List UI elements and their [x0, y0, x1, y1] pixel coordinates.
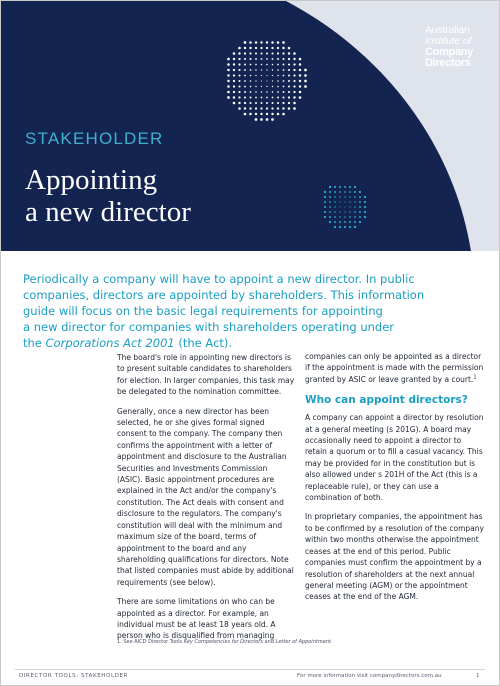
halftone-dot — [227, 63, 230, 66]
halftone-dot — [354, 191, 356, 193]
halftone-dot — [271, 47, 273, 49]
halftone-dot — [344, 186, 346, 188]
halftone-dot — [349, 221, 351, 223]
halftone-dot — [249, 102, 251, 104]
halftone-dot — [334, 201, 335, 202]
halftone-dot — [260, 52, 262, 54]
body-paragraph: The board's role in appointing new directors is to present suitable candidates to shareholders for election. In larger companies, this task may be delegated to the nomination committee. — [117, 353, 295, 397]
halftone-dot — [255, 58, 257, 60]
body-paragraph: Generally, once a new director has been selected, he or she gives formal signed consent to the company. The company then confirms the appointment with a letter of appointment and disclosure to the Australian Securities and Investments Commission (ASIC). Basic appointment procedures are explained in the Act and/or the company's constitution. The Act deals with consent and disclosure to the regulators. The company's constitution will deal with the minimum and maximum size of the board, terms of appointment to the board and any shareholding qualifications for directors. Note that listed companies must abide by additional requirements (see below). — [117, 406, 294, 587]
body-paragraph: There are some limitations on who can be appointed as a director. For example, an individual must be at least 18 years old. A person who is disqualified from managing — [117, 597, 276, 641]
halftone-dot — [271, 107, 273, 109]
halftone-dot — [299, 74, 301, 76]
halftone-dot — [349, 211, 350, 212]
halftone-dot — [334, 186, 336, 188]
halftone-dot — [244, 64, 246, 66]
halftone-dot — [344, 201, 345, 202]
halftone-dot — [293, 74, 295, 76]
halftone-dot — [244, 69, 246, 71]
halftone-dot — [272, 69, 273, 70]
halftone-dot — [227, 91, 230, 94]
halftone-dot — [364, 206, 366, 208]
halftone-dot — [266, 80, 267, 81]
title-line: Appointing — [25, 164, 158, 196]
halftone-dot — [244, 96, 246, 98]
halftone-dot — [334, 211, 336, 213]
halftone-dot — [277, 69, 279, 71]
halftone-dot — [299, 80, 301, 82]
halftone-dot — [282, 41, 285, 44]
halftone-dot — [288, 96, 290, 98]
halftone-dot — [260, 113, 262, 115]
halftone-dot — [250, 86, 252, 88]
halftone-dot — [277, 80, 279, 82]
halftone-dot — [334, 226, 336, 228]
halftone-dot — [304, 74, 307, 77]
body-column-right — [305, 351, 485, 611]
halftone-dot — [266, 41, 268, 43]
halftone-dot — [244, 91, 246, 93]
halftone-dot — [238, 85, 240, 87]
halftone-dot — [272, 80, 273, 81]
halftone-dot — [266, 97, 268, 99]
halftone-dot — [299, 58, 302, 61]
halftone-dot — [354, 221, 356, 223]
halftone-dot — [271, 41, 274, 44]
logo-line: Directors — [425, 57, 471, 69]
halftone-dot — [272, 86, 273, 87]
halftone-dot — [250, 91, 252, 93]
footnote-ref-title: Key Competencies for Directors — [183, 639, 263, 645]
halftone-dot — [271, 52, 273, 54]
halftone-dot — [344, 191, 346, 193]
halftone-dot — [260, 118, 263, 121]
halftone-dot — [324, 196, 326, 198]
halftone-dot — [255, 91, 257, 93]
halftone-dot — [238, 63, 240, 65]
halftone-dot — [227, 58, 230, 61]
halftone-dot — [233, 58, 235, 60]
halftone-dot — [244, 107, 246, 109]
header-banner — [1, 1, 499, 251]
halftone-dot — [293, 52, 296, 55]
halftone-dot — [299, 91, 302, 94]
halftone-dot — [288, 102, 290, 104]
halftone-dot — [359, 191, 361, 193]
halftone-dot — [364, 201, 366, 203]
halftone-dot — [344, 221, 346, 223]
halftone-dot — [349, 201, 350, 202]
halftone-dot — [345, 207, 346, 208]
halftone-dot — [238, 47, 241, 50]
halftone-dot — [244, 47, 246, 49]
footer-label: DIRECTOR TOOLS: STAKEHOLDER — [19, 673, 128, 679]
halftone-dot — [244, 86, 246, 88]
halftone-dot — [288, 86, 290, 88]
halftone-dot — [255, 52, 257, 54]
halftone-dot — [233, 96, 235, 98]
halftone-dot — [272, 58, 274, 60]
halftone-dot — [249, 107, 251, 109]
logo-line: Company — [425, 46, 474, 58]
halftone-dot — [266, 91, 268, 93]
halftone-dot — [244, 113, 247, 116]
halftone-dot — [244, 75, 246, 77]
halftone-dot — [238, 80, 240, 82]
halftone-dot — [283, 69, 285, 71]
halftone-dot — [288, 75, 290, 77]
halftone-dot — [266, 86, 267, 87]
halftone-dot — [283, 86, 285, 88]
halftone-dot — [364, 216, 366, 218]
halftone-dot — [272, 75, 273, 76]
halftone-dot — [255, 75, 256, 76]
halftone-dot — [271, 118, 274, 121]
halftone-dot — [255, 69, 256, 70]
halftone-dot — [227, 85, 230, 88]
halftone-dot — [266, 102, 268, 104]
halftone-dot — [293, 63, 295, 65]
dot-circle-small — [324, 186, 366, 228]
halftone-dot — [249, 113, 252, 116]
halftone-dot — [324, 206, 326, 208]
halftone-dot — [293, 85, 295, 87]
halftone-dot — [238, 74, 240, 76]
halftone-dot — [304, 80, 307, 83]
halftone-dot — [299, 69, 301, 71]
halftone-dot — [283, 91, 285, 93]
halftone-dot — [329, 211, 331, 213]
halftone-dot — [354, 186, 356, 188]
halftone-dot — [255, 107, 257, 109]
halftone-dot — [359, 216, 361, 218]
halftone-dot — [339, 201, 340, 202]
halftone-dot — [354, 226, 356, 228]
halftone-dot — [293, 102, 296, 105]
halftone-dot — [250, 69, 252, 71]
halftone-dot — [283, 64, 285, 66]
footnote-text: and — [262, 639, 276, 645]
halftone-dot — [334, 206, 335, 207]
halftone-dot — [329, 191, 331, 193]
halftone-dot — [282, 47, 284, 49]
halftone-dot — [288, 63, 290, 65]
halftone-dot — [329, 216, 331, 218]
halftone-dot — [354, 211, 356, 213]
halftone-dot — [244, 52, 246, 54]
halftone-dot — [329, 186, 331, 188]
halftone-dot — [260, 47, 262, 49]
halftone-dot — [299, 63, 302, 66]
halftone-dot — [255, 41, 258, 44]
halftone-dot — [272, 97, 274, 99]
halftone-dot — [238, 96, 240, 98]
halftone-dot — [249, 41, 252, 44]
halftone-dot — [250, 58, 252, 60]
halftone-dot — [261, 91, 263, 93]
halftone-dot — [277, 107, 279, 109]
halftone-dot — [244, 102, 246, 104]
aicd-logo — [425, 25, 473, 69]
halftone-dot — [283, 75, 285, 77]
halftone-dot — [329, 196, 331, 198]
halftone-dot — [344, 196, 345, 197]
halftone-dot — [238, 102, 240, 104]
halftone-dot — [255, 118, 258, 121]
halftone-dot — [233, 52, 236, 55]
halftone-dot — [266, 118, 269, 121]
halftone-dot — [354, 196, 356, 198]
act-name: Corporations Act 2001 — [45, 336, 175, 350]
halftone-dot — [344, 226, 346, 228]
footnote-text: . — [330, 639, 333, 645]
halftone-dot — [293, 80, 295, 82]
halftone-dot — [349, 206, 350, 207]
halftone-dot — [277, 86, 279, 88]
halftone-dot — [277, 58, 279, 60]
halftone-dot — [359, 201, 361, 203]
halftone-dot — [272, 64, 274, 66]
halftone-dot — [238, 107, 241, 110]
halftone-dot — [277, 75, 279, 77]
halftone-dot — [266, 107, 268, 109]
halftone-dot — [354, 206, 356, 208]
halftone-dot — [334, 216, 336, 218]
halftone-dot — [324, 201, 326, 203]
halftone-dot — [288, 80, 290, 82]
footnote-ref-title: Letter of Appointment — [275, 639, 331, 645]
halftone-dot — [282, 113, 285, 116]
halftone-dot — [255, 113, 257, 115]
halftone-dot — [349, 186, 351, 188]
halftone-dot — [227, 74, 229, 76]
intro-line: a new director for companies with shareholders operating under — [23, 320, 395, 334]
halftone-dot — [277, 47, 279, 49]
halftone-dot — [334, 196, 336, 198]
halftone-dot — [261, 80, 262, 81]
halftone-dot — [266, 75, 267, 76]
halftone-dot — [261, 64, 263, 66]
halftone-dot — [282, 96, 284, 98]
halftone-dot — [249, 47, 251, 49]
halftone-dot — [282, 107, 284, 109]
halftone-dot — [344, 211, 345, 212]
halftone-dot — [277, 52, 279, 54]
halftone-dot — [233, 74, 235, 76]
body-column-left — [117, 352, 295, 650]
halftone-dot — [255, 86, 256, 87]
title-line: a new director — [25, 196, 191, 228]
halftone-dot — [299, 85, 301, 87]
page-title — [25, 164, 191, 228]
halftone-dot — [293, 69, 295, 71]
halftone-dot — [277, 91, 279, 93]
halftone-dot — [288, 69, 290, 71]
halftone-dot — [324, 191, 326, 193]
footnote-ref: 1 — [473, 374, 477, 381]
halftone-dot — [261, 102, 263, 104]
logo-line: Institute of — [425, 35, 472, 47]
halftone-dot — [304, 85, 307, 88]
halftone-dot — [255, 80, 256, 81]
logo-line: Australian — [425, 24, 470, 36]
halftone-dot — [324, 216, 326, 218]
halftone-dot — [288, 47, 291, 50]
halftone-dot — [293, 96, 295, 98]
intro-line: companies, directors are appointed by shareholders. This information — [23, 288, 425, 302]
halftone-dot — [359, 196, 361, 198]
halftone-dot — [349, 191, 351, 193]
halftone-dot — [271, 113, 273, 115]
halftone-dot — [339, 211, 340, 212]
halftone-dot — [293, 58, 295, 60]
halftone-dot — [272, 102, 274, 104]
halftone-dot — [339, 221, 341, 223]
halftone-dot — [255, 97, 257, 99]
halftone-dot — [233, 91, 235, 93]
halftone-dot — [359, 221, 361, 223]
halftone-dot — [324, 211, 326, 213]
halftone-dot — [288, 52, 290, 54]
halftone-dot — [260, 107, 262, 109]
halftone-dot — [238, 58, 240, 60]
halftone-dot — [233, 102, 236, 105]
halftone-dot — [244, 41, 247, 44]
halftone-dot — [344, 216, 346, 218]
halftone-dot — [293, 107, 296, 110]
halftone-dot — [261, 58, 263, 60]
halftone-dot — [227, 69, 230, 72]
halftone-dot — [238, 52, 240, 54]
halftone-dot — [334, 191, 336, 193]
halftone-dot — [282, 58, 284, 60]
halftone-dot — [227, 80, 229, 82]
halftone-dot — [261, 97, 263, 99]
halftone-dot — [244, 80, 246, 82]
halftone-dot — [283, 80, 285, 82]
halftone-dot — [261, 86, 262, 87]
halftone-dot — [339, 226, 341, 228]
footer-divider — [15, 669, 485, 670]
halftone-dot — [277, 113, 280, 116]
halftone-dot — [250, 97, 252, 99]
halftone-dot — [233, 80, 235, 82]
body-paragraph: A company can appoint a director by resolution at a general meeting (s 201G). A board may occasionally need to appoint a director to retain a quorum or to fill a casual vacancy. This may be provided for in the constitution but is also allowed under s 201H of the Act (this is a replaceable rule), or they can use a combination of both. — [305, 413, 484, 503]
halftone-dot — [266, 69, 267, 70]
page-number: 1 — [476, 673, 480, 679]
halftone-dot — [339, 186, 341, 188]
halftone-dot — [233, 69, 235, 71]
halftone-dot — [364, 211, 366, 213]
halftone-dot — [238, 91, 240, 93]
halftone-dot — [329, 221, 331, 223]
halftone-dot — [339, 216, 341, 218]
halftone-dot — [299, 96, 302, 99]
halftone-dot — [288, 91, 290, 93]
intro-text: the — [23, 336, 46, 350]
intro-text: (the Act). — [174, 336, 233, 350]
halftone-dot — [255, 47, 257, 49]
halftone-dot — [339, 206, 340, 207]
section-eyebrow: STAKEHOLDER — [25, 129, 164, 148]
footer-link-text: For more information visit companydirectors.com.au — [297, 673, 442, 679]
halftone-dot — [249, 52, 251, 54]
halftone-dot — [255, 102, 257, 104]
halftone-dot — [238, 69, 240, 71]
footnote — [117, 639, 333, 645]
halftone-dot — [349, 216, 351, 218]
halftone-dot — [277, 64, 279, 66]
halftone-dot — [250, 80, 252, 82]
intro-line: guide will focus on the basic legal requirements for appointing — [23, 304, 383, 318]
halftone-dot — [261, 75, 262, 76]
halftone-dot — [282, 52, 284, 54]
halftone-dot — [277, 97, 279, 99]
intro-paragraph — [23, 271, 463, 351]
halftone-dot — [339, 196, 340, 197]
halftone-dot — [250, 75, 252, 77]
halftone-dot — [339, 191, 341, 193]
halftone-dot — [266, 113, 268, 115]
halftone-dot — [266, 58, 268, 60]
halftone-dot — [288, 58, 290, 60]
intro-line: Periodically a company will have to appoint a new director. In public — [23, 272, 415, 286]
halftone-dot — [277, 102, 279, 104]
halftone-dot — [334, 221, 336, 223]
halftone-dot — [293, 91, 295, 93]
halftone-dot — [329, 206, 331, 208]
halftone-dot — [244, 58, 246, 60]
halftone-dot — [233, 63, 235, 65]
halftone-dot — [288, 107, 291, 110]
dot-circle-large — [227, 41, 307, 121]
section-heading: Who can appoint directors? — [305, 394, 468, 407]
halftone-dot — [282, 102, 284, 104]
halftone-dot — [266, 64, 268, 66]
body-paragraph: In proprietary companies, the appointment has to be confirmed by a resolution of the company within two months otherwise the appointment ceases at the end of this period. Public companies must confirm the appointment by a resolution of shareholders at the next annual general meeting (AGM) or the appointment ceases at the end of the AGM. — [305, 512, 484, 602]
halftone-dot — [233, 85, 235, 87]
halftone-dot — [354, 216, 356, 218]
halftone-dot — [349, 196, 351, 198]
halftone-dot — [227, 96, 230, 99]
halftone-dot — [304, 69, 307, 72]
halftone-dot — [354, 201, 356, 203]
halftone-dot — [359, 211, 361, 213]
body-text: companies can only be appointed as a director if the appointment is made with the permission granted by ASIC or leave granted by a court. — [305, 352, 484, 384]
intro-line — [23, 335, 463, 351]
halftone-dot — [364, 196, 366, 198]
halftone-dot — [349, 226, 351, 228]
halftone-dot — [266, 47, 268, 49]
halftone-dot — [329, 201, 331, 203]
halftone-dot — [260, 41, 262, 43]
halftone-dot — [359, 206, 361, 208]
halftone-dot — [277, 41, 280, 44]
body-paragraph — [305, 351, 485, 385]
halftone-dot — [272, 91, 274, 93]
halftone-dot — [255, 64, 257, 66]
halftone-dot — [266, 52, 268, 54]
halftone-dot — [250, 64, 252, 66]
halftone-dot — [261, 69, 262, 70]
footnote-text: 1. See AICD Director Tools — [117, 639, 184, 645]
